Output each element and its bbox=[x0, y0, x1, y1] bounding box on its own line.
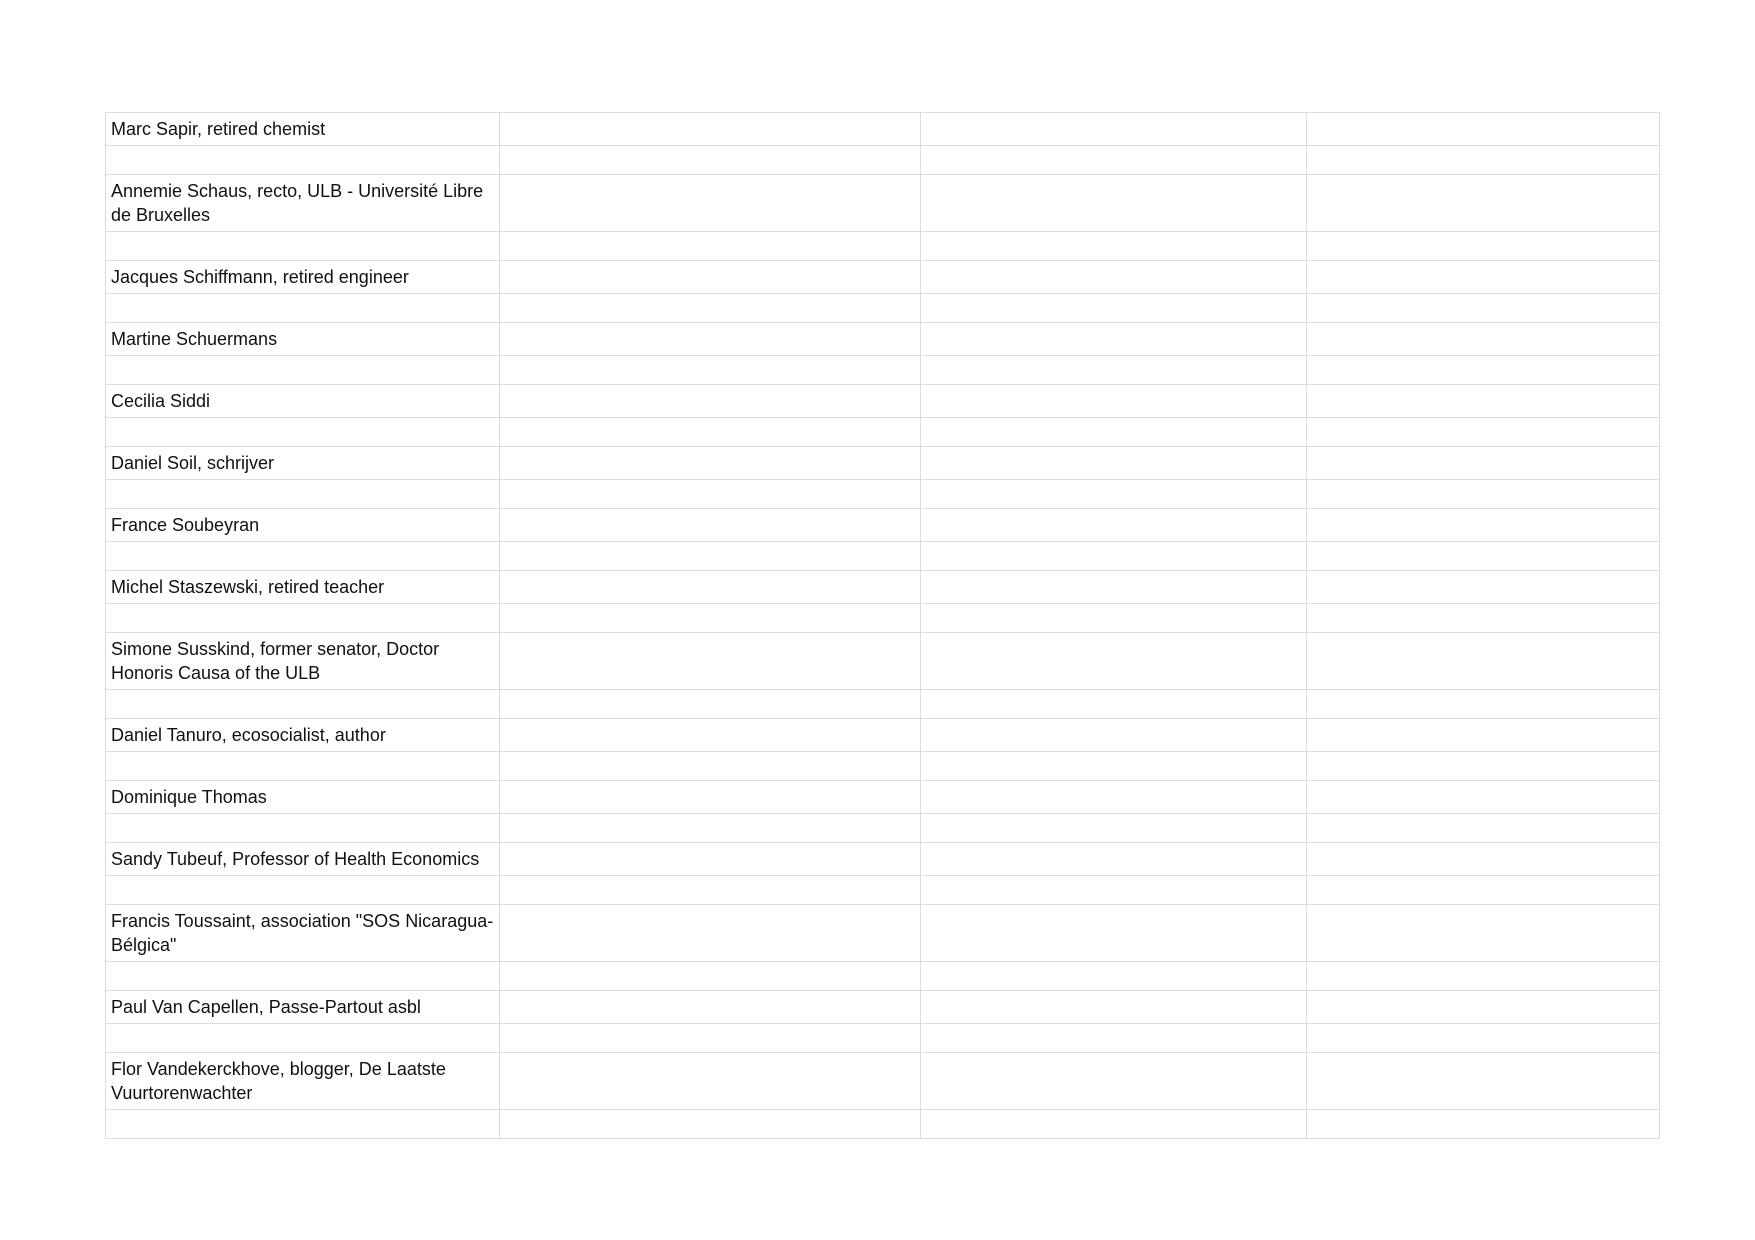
empty-cell bbox=[500, 447, 921, 480]
signatory-cell: Marc Sapir, retired chemist bbox=[106, 113, 500, 146]
empty-cell bbox=[921, 447, 1307, 480]
table-row bbox=[106, 509, 1660, 542]
empty-cell bbox=[1307, 781, 1660, 814]
empty-cell bbox=[921, 509, 1307, 542]
empty-cell bbox=[921, 113, 1307, 146]
spacer-row bbox=[106, 604, 1660, 633]
empty-cell bbox=[921, 323, 1307, 356]
empty-cell bbox=[500, 323, 921, 356]
empty-cell bbox=[500, 571, 921, 604]
signatory-cell: Dominique Thomas bbox=[106, 781, 500, 814]
empty-cell bbox=[1307, 509, 1660, 542]
signatory-cell: Martine Schuermans bbox=[106, 323, 500, 356]
spacer-row bbox=[106, 356, 1660, 385]
signatory-cell: Simone Susskind, former senator, Doctor Honoris Causa of the ULB bbox=[106, 633, 500, 690]
empty-cell bbox=[921, 781, 1307, 814]
signatory-cell: Flor Vandekerckhove, blogger, De Laatste Vuurtorenwachter bbox=[106, 1053, 500, 1110]
empty-cell bbox=[500, 1053, 921, 1110]
empty-cell bbox=[500, 843, 921, 876]
table-row bbox=[106, 633, 1660, 690]
table-row bbox=[106, 781, 1660, 814]
signatory-cell: Michel Staszewski, retired teacher bbox=[106, 571, 500, 604]
spacer-row bbox=[106, 814, 1660, 843]
table-row bbox=[106, 113, 1660, 146]
signatory-cell: Jacques Schiffmann, retired engineer bbox=[106, 261, 500, 294]
empty-cell bbox=[921, 905, 1307, 962]
signatory-cell: Sandy Tubeuf, Professor of Health Economics bbox=[106, 843, 500, 876]
table-row bbox=[106, 1053, 1660, 1110]
empty-cell bbox=[1307, 447, 1660, 480]
spacer-row bbox=[106, 294, 1660, 323]
empty-cell bbox=[921, 633, 1307, 690]
signatory-cell: Francis Toussaint, association "SOS Nicaragua-Bélgica" bbox=[106, 905, 500, 962]
empty-cell bbox=[1307, 991, 1660, 1024]
table-row bbox=[106, 719, 1660, 752]
signatory-cell: Annemie Schaus, recto, ULB - Université Libre de Bruxelles bbox=[106, 175, 500, 232]
table-row bbox=[106, 991, 1660, 1024]
empty-cell bbox=[1307, 113, 1660, 146]
empty-cell bbox=[921, 385, 1307, 418]
spacer-row bbox=[106, 690, 1660, 719]
empty-cell bbox=[500, 261, 921, 294]
empty-cell bbox=[500, 781, 921, 814]
signatory-cell: Paul Van Capellen, Passe-Partout asbl bbox=[106, 991, 500, 1024]
empty-cell bbox=[921, 175, 1307, 232]
spacer-row bbox=[106, 232, 1660, 261]
empty-cell bbox=[1307, 633, 1660, 690]
spacer-row bbox=[106, 1110, 1660, 1139]
spacer-row bbox=[106, 542, 1660, 571]
empty-cell bbox=[1307, 175, 1660, 232]
empty-cell bbox=[1307, 385, 1660, 418]
table-row bbox=[106, 571, 1660, 604]
empty-cell bbox=[500, 719, 921, 752]
empty-cell bbox=[1307, 323, 1660, 356]
empty-cell bbox=[1307, 843, 1660, 876]
spacer-row bbox=[106, 418, 1660, 447]
table-row bbox=[106, 323, 1660, 356]
empty-cell bbox=[500, 633, 921, 690]
spacer-row bbox=[106, 1024, 1660, 1053]
spacer-row bbox=[106, 146, 1660, 175]
empty-cell bbox=[921, 719, 1307, 752]
empty-cell bbox=[500, 385, 921, 418]
empty-cell bbox=[1307, 905, 1660, 962]
spacer-row bbox=[106, 480, 1660, 509]
empty-cell bbox=[921, 571, 1307, 604]
spacer-row bbox=[106, 876, 1660, 905]
empty-cell bbox=[1307, 719, 1660, 752]
empty-cell bbox=[921, 1053, 1307, 1110]
table-row bbox=[106, 385, 1660, 418]
empty-cell bbox=[500, 175, 921, 232]
empty-cell bbox=[1307, 261, 1660, 294]
empty-cell bbox=[921, 261, 1307, 294]
signatory-table bbox=[105, 112, 1660, 1139]
empty-cell bbox=[500, 113, 921, 146]
table-row bbox=[106, 905, 1660, 962]
table-row bbox=[106, 843, 1660, 876]
signatory-cell: France Soubeyran bbox=[106, 509, 500, 542]
spacer-row bbox=[106, 962, 1660, 991]
empty-cell bbox=[500, 905, 921, 962]
spacer-row bbox=[106, 752, 1660, 781]
signatory-cell: Cecilia Siddi bbox=[106, 385, 500, 418]
signatory-cell: Daniel Tanuro, ecosocialist, author bbox=[106, 719, 500, 752]
table-row bbox=[106, 447, 1660, 480]
empty-cell bbox=[1307, 571, 1660, 604]
empty-cell bbox=[921, 991, 1307, 1024]
empty-cell bbox=[500, 509, 921, 542]
signatory-cell: Daniel Soil, schrijver bbox=[106, 447, 500, 480]
empty-cell bbox=[921, 843, 1307, 876]
table-row bbox=[106, 175, 1660, 232]
empty-cell bbox=[500, 991, 921, 1024]
empty-cell bbox=[1307, 1053, 1660, 1110]
table-row bbox=[106, 261, 1660, 294]
